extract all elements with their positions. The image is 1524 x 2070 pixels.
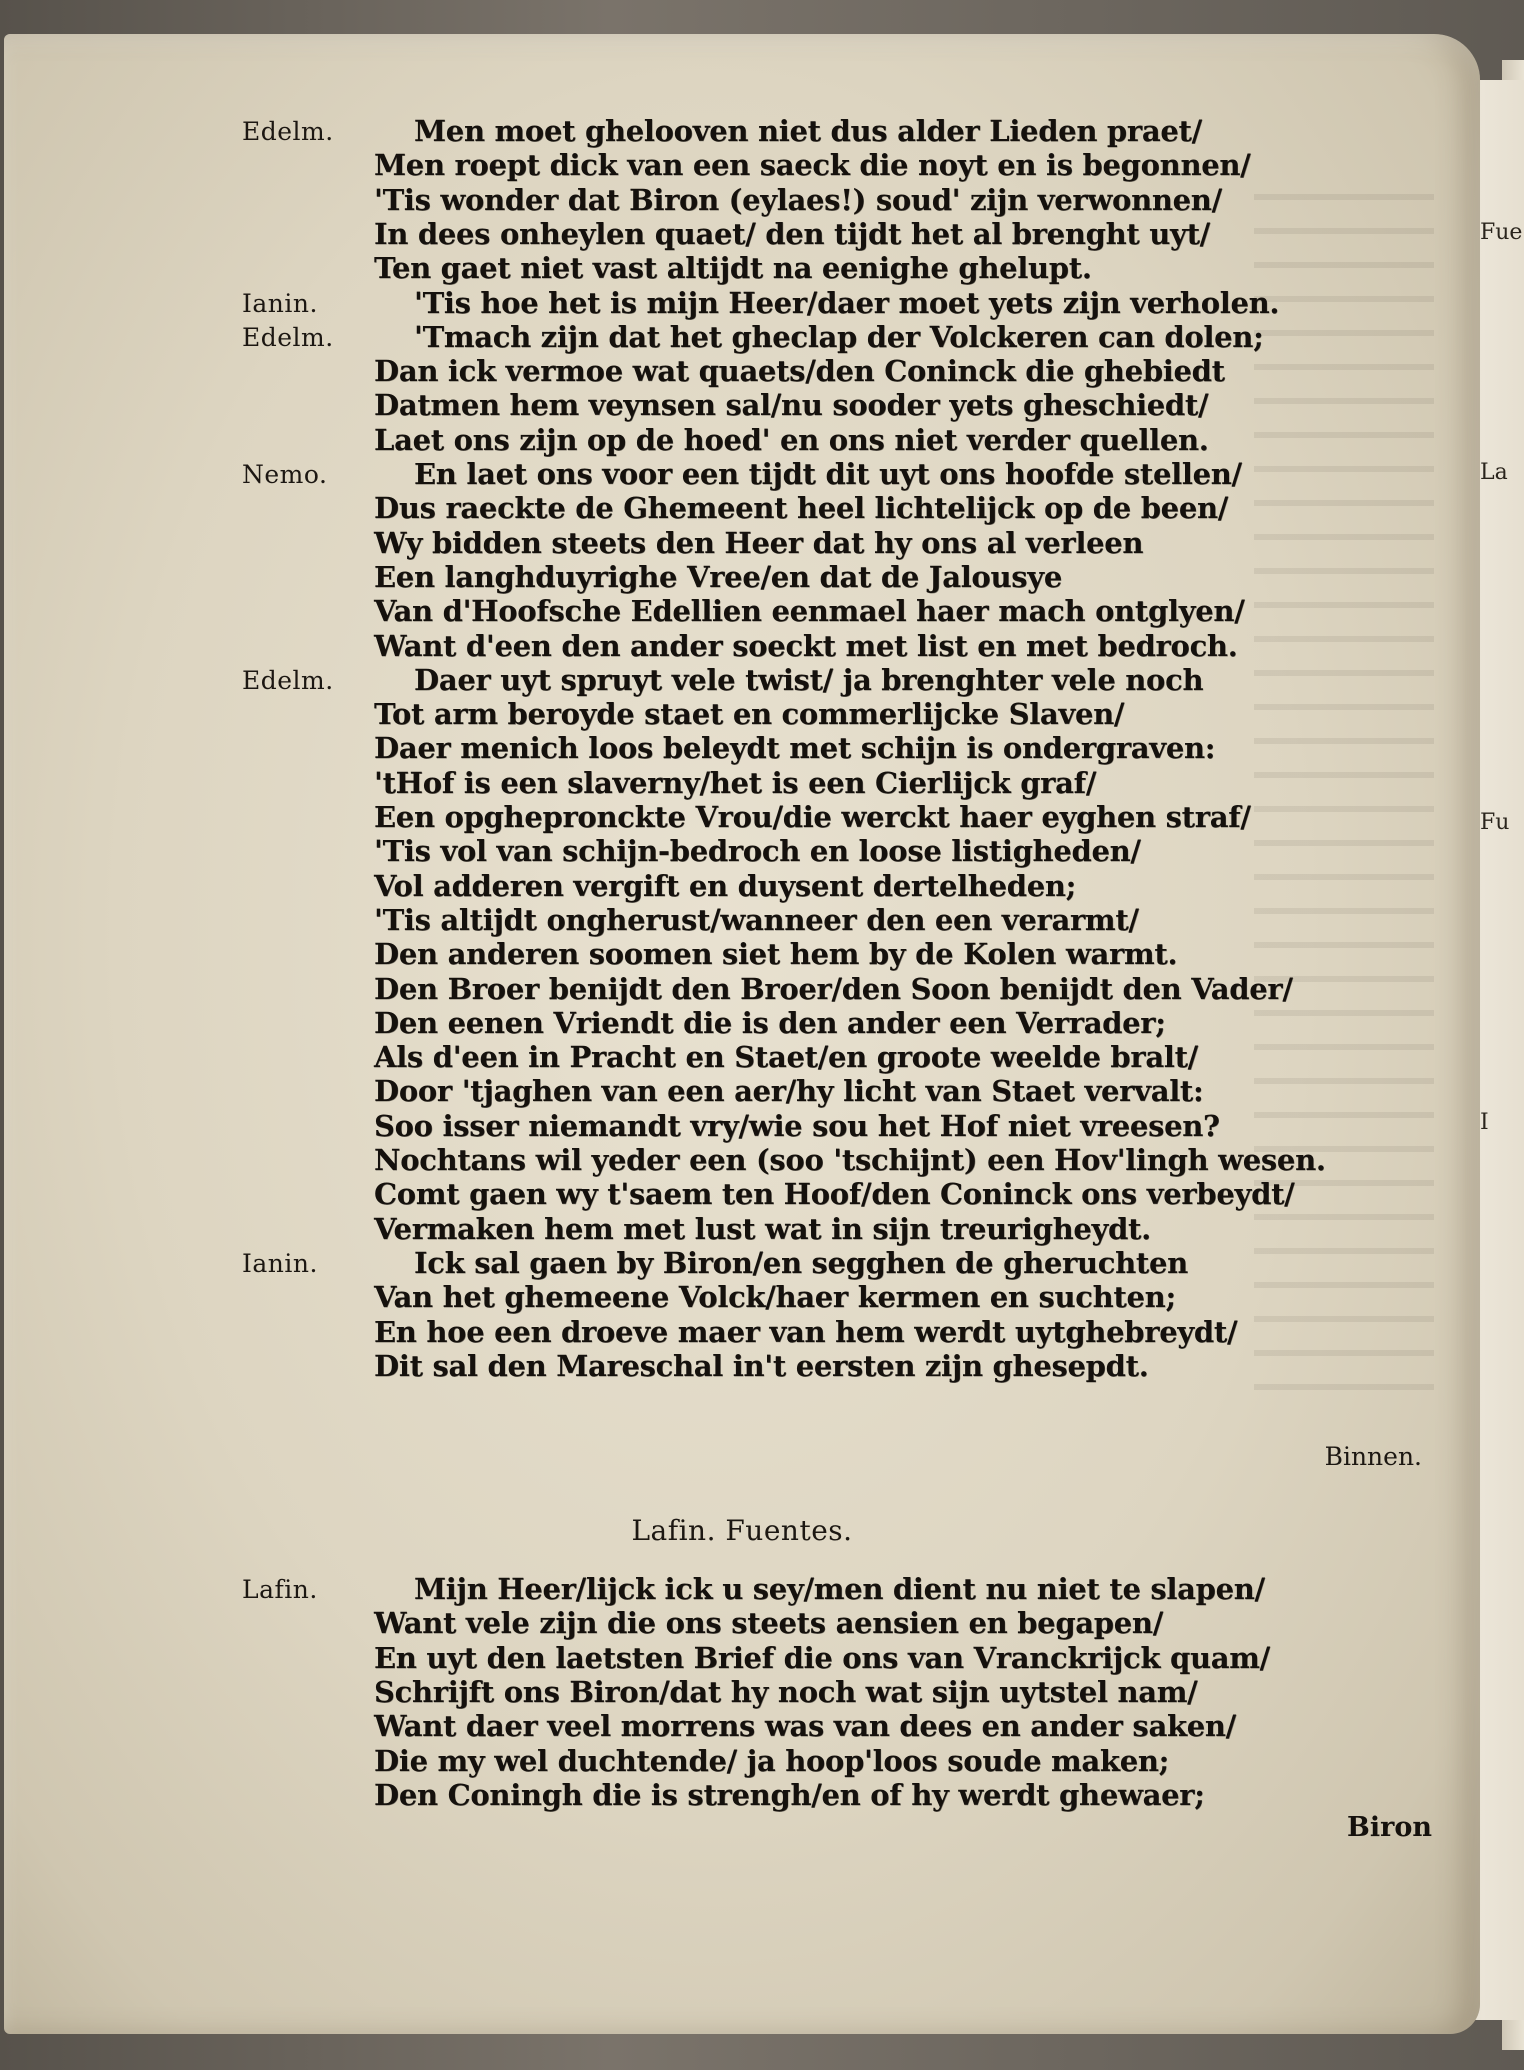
verse-line [4, 114, 1480, 148]
verse-text: En laet ons voor een tijdt dit uyt ons hoofde stellen/ [414, 457, 1242, 491]
verse-line [4, 697, 1480, 731]
verse-text: 'Tis altijdt ongherust/wanneer den een verarmt/ [374, 902, 1139, 937]
facing-page-fragment: Fu [1480, 810, 1510, 835]
verse-line [4, 183, 1480, 217]
verse-text: 'Tis wonder dat Biron (eylaes!) soud' zijn verwonnen/ [374, 182, 1222, 217]
verse-line [4, 148, 1480, 182]
verse-text: Want d'een den ander soeckt met list en met bedroch. [374, 628, 1238, 663]
verse-text: Den Coningh die is strengh/en of hy werdt ghewaer; [374, 1777, 1205, 1812]
speaker-label: Edelm. [242, 322, 334, 352]
verse-text: Van het ghemeene Volck/haer kermen en suchten; [374, 1280, 1176, 1315]
verse-text: Tot arm beroyde staet en commerlijcke Slaven/ [374, 697, 1125, 732]
speaker-label: Edelm. [242, 117, 334, 146]
speaker-label: Ianin. [242, 288, 318, 318]
verse-line [4, 1778, 1480, 1812]
verse-line [4, 217, 1480, 251]
verse-text: Een langhduyrighe Vree/en dat de Jalousye [374, 559, 1062, 594]
verse-line [4, 1040, 1480, 1074]
verse-line [4, 1641, 1480, 1675]
speaker-label: Lafin. [242, 1575, 318, 1604]
facing-page-fragment: I [1480, 1110, 1489, 1135]
verse-text: Wy bidden steets den Heer dat hy ons al verleen [374, 525, 1144, 560]
verse-text: Een opghepronckte Vrou/die werckt haer eyghen straf/ [374, 800, 1251, 834]
verse-line [4, 1572, 1480, 1606]
verse-line [4, 354, 1480, 388]
verse-text: Men moet ghelooven niet dus alder Lieden praet/ [414, 114, 1202, 148]
verse-line [4, 526, 1480, 560]
verse-line [4, 388, 1480, 422]
verse-text: Dit sal den Mareschal in't eersten zijn ghesepdt. [374, 1348, 1149, 1383]
speaker-label: Edelm. [242, 665, 334, 695]
verse-line [4, 972, 1480, 1006]
verse-text: Den anderen soomen siet hem by de Kolen warmt. [374, 937, 1178, 972]
verse-text: En hoe een droeve maer van hem werdt uytghebreydt/ [374, 1314, 1238, 1349]
verse-text: Vol adderen vergift en duysent dertelheden; [374, 868, 1077, 903]
verse-line [4, 594, 1480, 628]
verse-text: Vermaken hem met lust wat in sijn treurigheydt. [374, 1211, 1151, 1246]
verse-line [4, 731, 1480, 765]
verse-line [4, 663, 1480, 697]
verse-line [4, 1212, 1480, 1246]
verse-text: Nochtans wil yeder een (soo 'tschijnt) een Hov'lingh wesen. [374, 1143, 1326, 1177]
verse-line [4, 1315, 1480, 1349]
verse-line [4, 560, 1480, 594]
verse-text: Comt gaen wy t'saem ten Hoof/den Coninck ons verbeydt/ [374, 1177, 1295, 1212]
verse-line [4, 1606, 1480, 1640]
verse-text: Ick sal gaen by Biron/en segghen de gheruchten [414, 1245, 1188, 1280]
verse-line [4, 766, 1480, 800]
speaker-label: Nemo. [242, 460, 328, 489]
verse-text: Door 'tjaghen van een aer/hy licht van Staet vervalt: [374, 1074, 1204, 1109]
verse-text: Dan ick vermoe wat quaets/den Coninck die ghebiedt [374, 354, 1225, 389]
verse-line [4, 1349, 1480, 1383]
verse-text: Want vele zijn die ons steets aensien en begapen/ [374, 1606, 1164, 1641]
catchword: Biron [1347, 1812, 1432, 1843]
verse-line [4, 937, 1480, 971]
verse-line [4, 834, 1480, 868]
verse-line [4, 423, 1480, 457]
verse-line [4, 251, 1480, 285]
verse-text: Als d'een in Pracht en Staet/en groote weelde bralt/ [374, 1040, 1198, 1075]
verse-text: Die my wel duchtende/ ja hoop'loos soude maken; [374, 1743, 1170, 1778]
verse-line [4, 869, 1480, 903]
verse-text: Laet ons zijn op de hoed' en ons niet verder quellen. [374, 422, 1209, 457]
verse-line [4, 800, 1480, 834]
verse-text: En uyt den laetsten Brief die ons van Vranckrijck quam/ [374, 1640, 1270, 1675]
verse-text: 'tHof is een slaverny/het is een Cierlijck graf/ [374, 765, 1097, 800]
verse-text: Den eenen Vriendt die is den ander een Verrader; [374, 1005, 1166, 1040]
verse-text: 'Tmach zijn dat het gheclap der Volckeren can dolen; [414, 319, 1264, 354]
verse-text: Schrijft ons Biron/dat hy noch wat sijn uytstel nam/ [374, 1674, 1198, 1709]
scene-heading: Lafin. Fuentes. [631, 1514, 853, 1547]
verse-line [4, 1675, 1480, 1709]
verse-text: Van d'Hoofsche Edellien eenmael haer mach ontglyen/ [374, 594, 1245, 629]
verse-line [4, 1246, 1480, 1280]
book-page [4, 34, 1480, 2034]
facing-page-fragment: La [1480, 460, 1508, 485]
verse-line [4, 1143, 1480, 1177]
verse-line [4, 1280, 1480, 1314]
verse-line [4, 1177, 1480, 1211]
verse-text: 'Tis vol van schijn-bedroch en loose listigheden/ [374, 834, 1141, 869]
verse-text: Soo isser niemandt vry/wie sou het Hof niet vreesen? [374, 1108, 1220, 1143]
verse-text: Men roept dick van een saeck die noyt en is begonnen/ [374, 148, 1251, 183]
verse-line [4, 1109, 1480, 1143]
speaker-label: Ianin. [242, 1248, 318, 1278]
verse-line [4, 1744, 1480, 1778]
verse-text: Dus raeckte de Ghemeent heel lichtelijck op de been/ [374, 491, 1229, 526]
verse-line [4, 457, 1480, 491]
verse-line [4, 491, 1480, 525]
verse-text: Mijn Heer/lijck ick u sey/men dient nu niet te slapen/ [414, 1572, 1265, 1606]
verse-line [4, 1709, 1480, 1743]
verse-line [4, 629, 1480, 663]
verse-text: Daer uyt spruyt vele twist/ ja brenghter vele noch [414, 662, 1204, 697]
verse-line [4, 903, 1480, 937]
verse-line [4, 320, 1480, 354]
verse-line [4, 286, 1480, 320]
verse-text: Den Broer benijdt den Broer/den Soon benijdt den Vader/ [374, 971, 1293, 1006]
verse-text: Daer menich loos beleydt met schijn is ondergraven: [374, 731, 1216, 766]
verse-line [4, 1006, 1480, 1040]
verse-text: 'Tis hoe het is mijn Heer/daer moet yets zijn verholen. [414, 285, 1280, 320]
verse-text: In dees onheylen quaet/ den tijdt het al brenght uyt/ [374, 216, 1210, 251]
verse-text: Want daer veel morrens was van dees en ander saken/ [374, 1709, 1236, 1744]
verse-line [4, 1074, 1480, 1108]
verse-text: Ten gaet niet vast altijdt na eenighe ghelupt. [374, 251, 1092, 286]
facing-page-fragment: Fue [1480, 220, 1523, 245]
stage-direction: Binnen. [1324, 1442, 1422, 1471]
verse-text: Datmen hem veynsen sal/nu sooder yets gheschiedt/ [374, 388, 1209, 423]
